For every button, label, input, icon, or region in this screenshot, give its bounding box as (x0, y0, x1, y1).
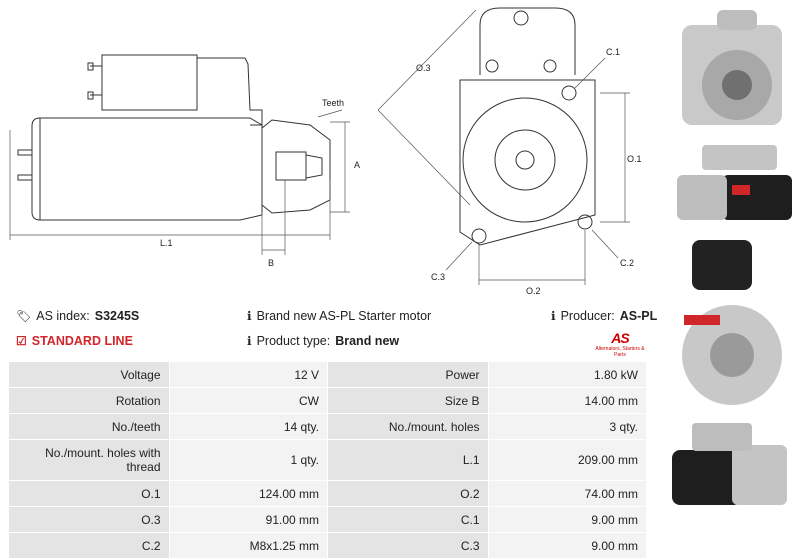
motor-body-outline (32, 118, 262, 220)
front-view (460, 8, 595, 245)
spec-label: L.1 (328, 440, 489, 481)
info-icon: ℹ (247, 309, 252, 323)
table-row (9, 414, 647, 440)
solenoid-outline (102, 55, 197, 110)
check-square-icon: ☑ (16, 334, 27, 348)
spec-value: 3 qty. (489, 414, 647, 440)
spec-label: C.2 (9, 533, 170, 559)
table-row (9, 388, 647, 414)
spec-label: Rotation (9, 388, 170, 414)
table-row (9, 481, 647, 507)
table-row (9, 507, 647, 533)
spec-label: O.2 (328, 481, 489, 507)
spec-value: 14 qty. (170, 414, 328, 440)
label-b: B (268, 258, 275, 268)
pinion-outline (276, 152, 306, 180)
spec-value: CW (170, 388, 328, 414)
spec-label: Size B (328, 388, 489, 414)
label-o1: O.1 (627, 154, 642, 164)
as-pl-logo: AS Alternators, Starters & Parts (595, 330, 645, 358)
table-row (9, 362, 647, 388)
spec-value: 9.00 mm (489, 533, 647, 559)
technical-diagram (0, 0, 660, 300)
spec-label: C.1 (328, 507, 489, 533)
spec-label: O.1 (9, 481, 170, 507)
label-c2: C.2 (620, 258, 635, 268)
product-photo-front (662, 5, 797, 135)
info-icon: ℹ (551, 309, 556, 323)
as-index-value: S3245S (94, 309, 140, 323)
spec-value: 74.00 mm (489, 481, 647, 507)
spec-label: No./teeth (9, 414, 170, 440)
label-a: A (354, 160, 361, 170)
spec-value: 9.00 mm (489, 507, 647, 533)
product-photo-rear (662, 235, 797, 410)
product-photo-angle (662, 415, 797, 535)
producer: ℹ Producer: AS-PL (551, 309, 658, 323)
spec-value: 12 V (170, 362, 328, 388)
label-l1: L.1 (160, 238, 173, 248)
description: ℹ Brand new AS-PL Starter motor (247, 309, 432, 323)
spec-label: No./mount. holes with thread (9, 440, 170, 481)
label-c1: C.1 (606, 47, 621, 57)
label-c3: C.3 (431, 272, 446, 282)
label-o2: O.2 (526, 286, 541, 296)
spec-value: 124.00 mm (170, 481, 328, 507)
spec-value: 1.80 kW (489, 362, 647, 388)
spec-value: 209.00 mm (489, 440, 647, 481)
label-o3: O.3 (416, 63, 431, 73)
spec-table (9, 362, 647, 559)
info-icon: ℹ (247, 334, 252, 348)
tag-icon: 🏷 (16, 309, 32, 323)
spec-label: Voltage (9, 362, 170, 388)
spec-label: O.3 (9, 507, 170, 533)
label-teeth: Teeth (322, 98, 345, 108)
as-index: 🏷 AS index: S3245S (16, 309, 140, 323)
spec-value: 1 qty. (170, 440, 328, 481)
spec-label: Power (328, 362, 489, 388)
product-photo-side (662, 140, 797, 230)
table-row (9, 533, 647, 559)
spec-value: 91.00 mm (170, 507, 328, 533)
standard-line: ☑ STANDARD LINE (16, 334, 133, 348)
product-type: ℹ Product type: Brand new (247, 334, 400, 348)
spec-label: No./mount. holes (328, 414, 489, 440)
table-row (9, 440, 647, 481)
spec-label: C.3 (328, 533, 489, 559)
spec-value: 14.00 mm (489, 388, 647, 414)
spec-value: M8x1.25 mm (170, 533, 328, 559)
